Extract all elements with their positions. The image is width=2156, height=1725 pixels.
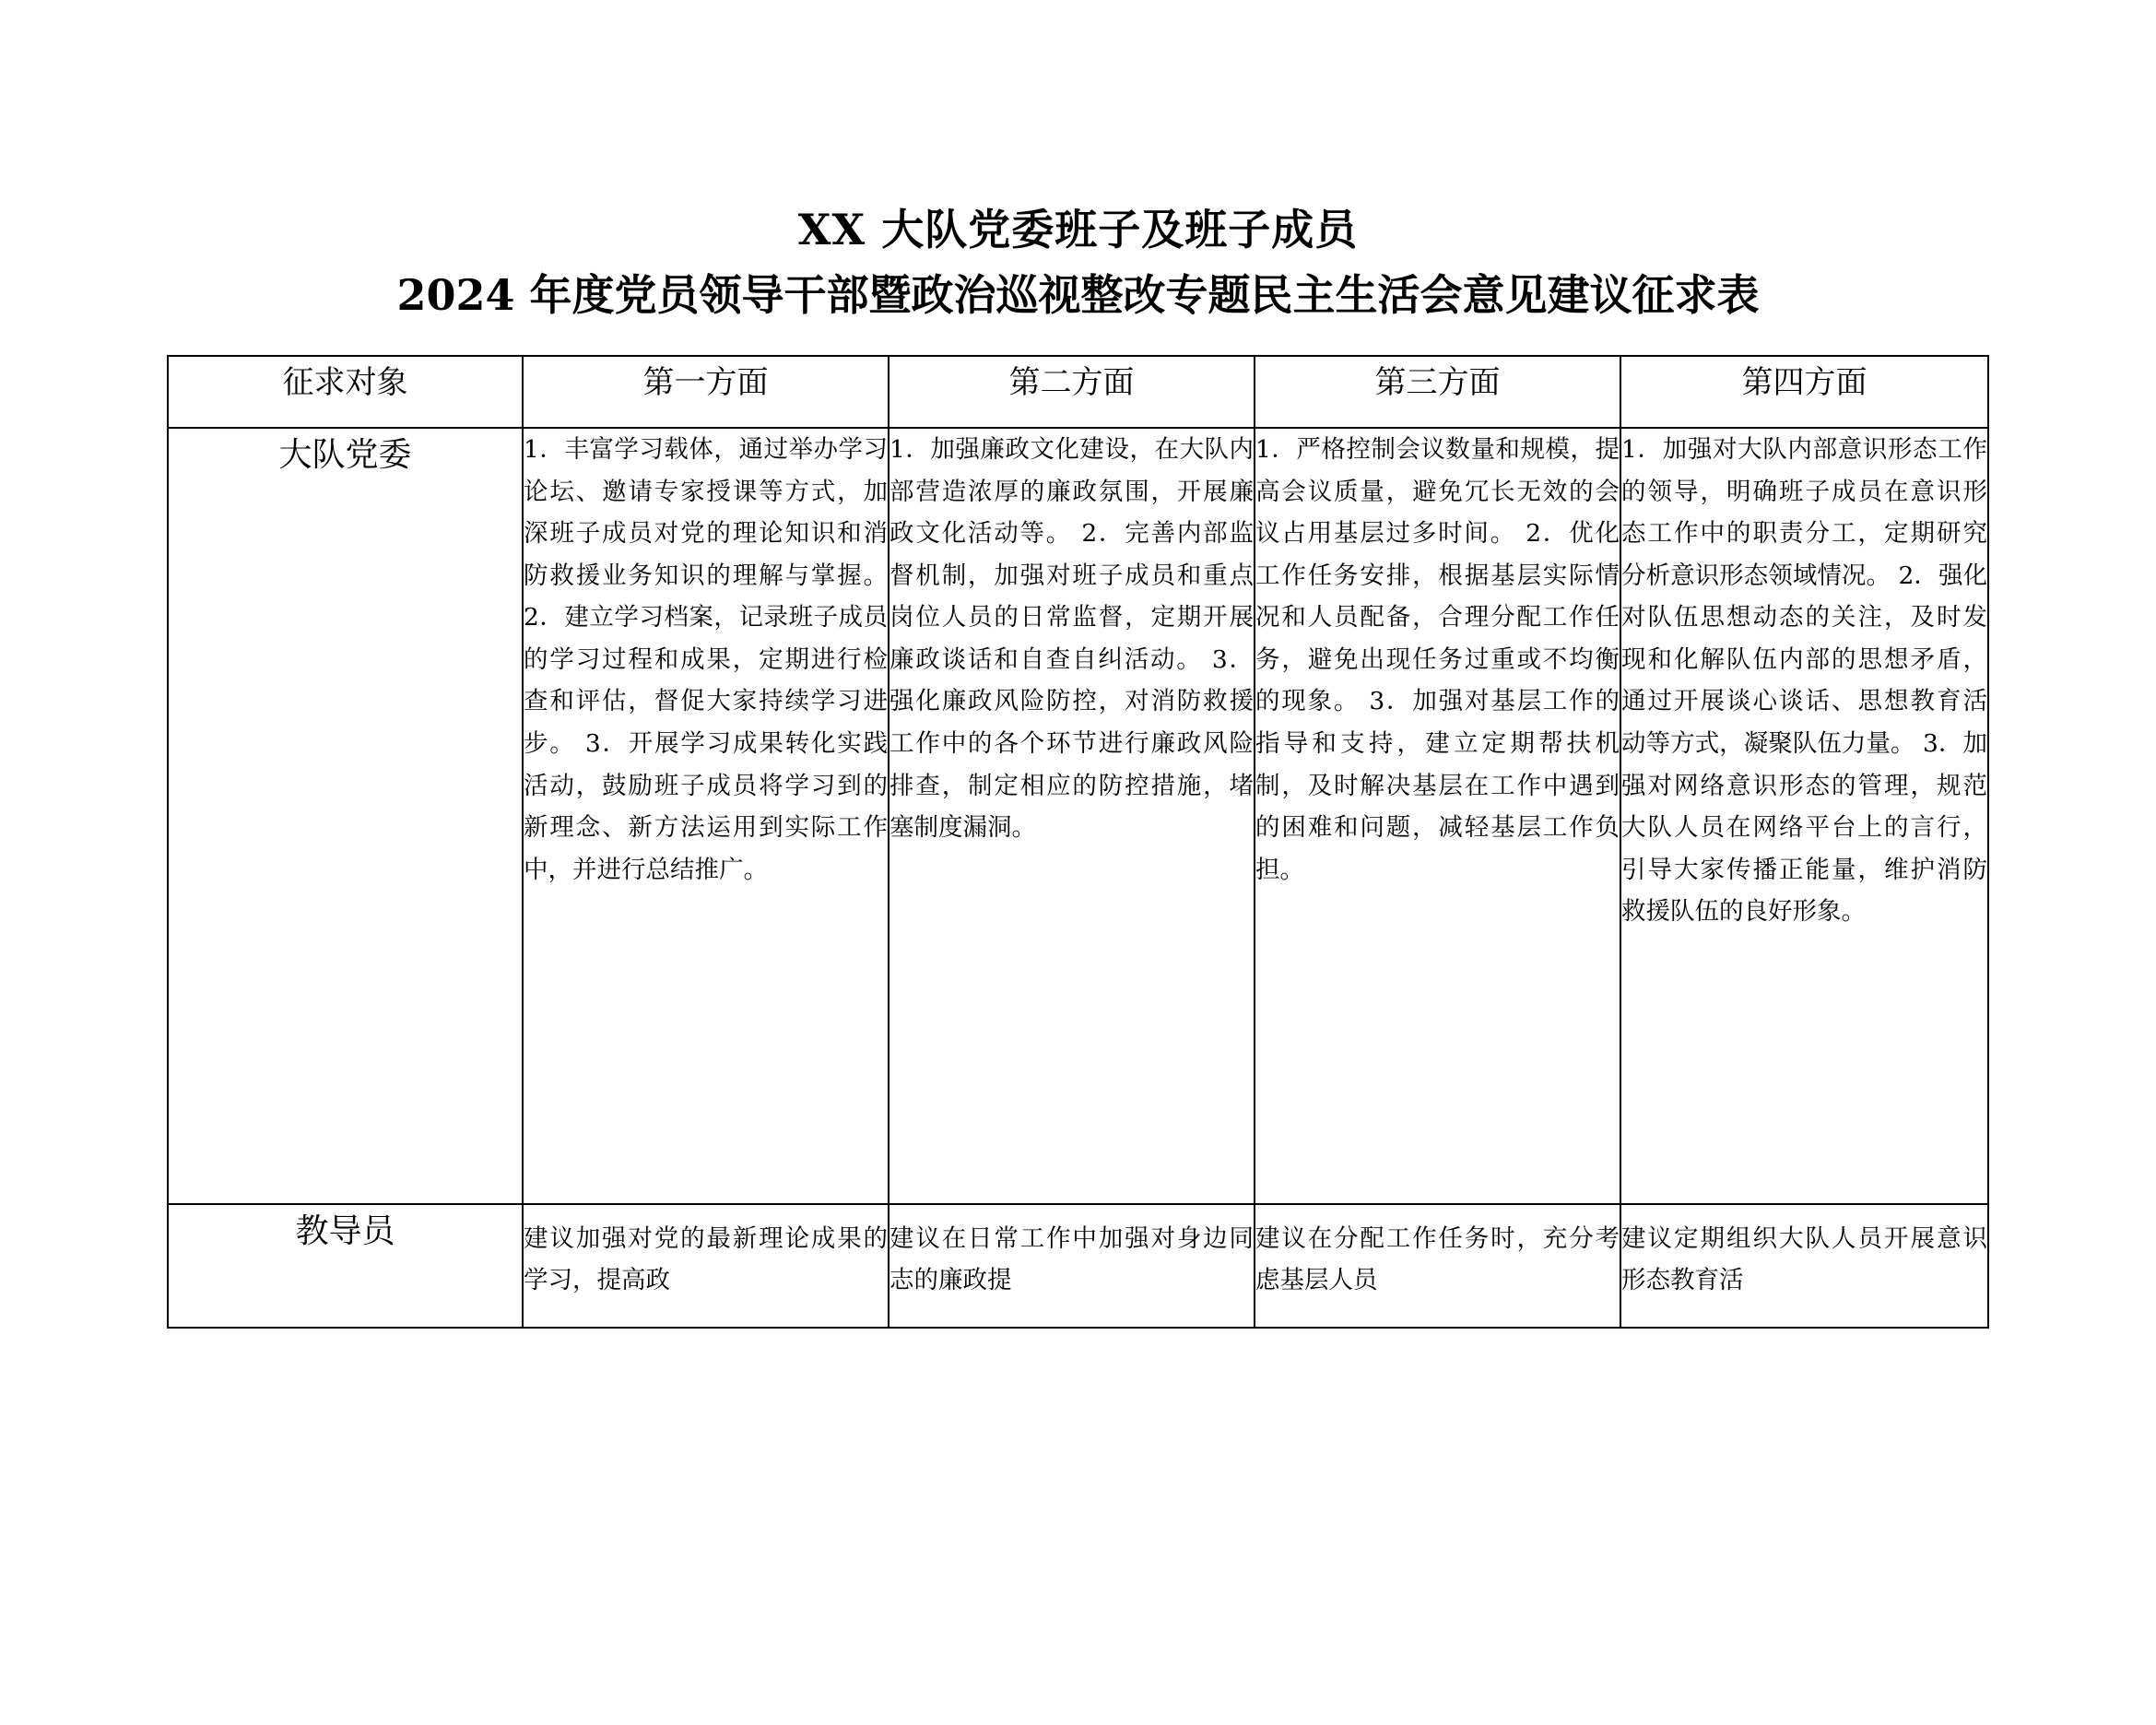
cell-instructor-aspect-1: 建议加强对党的最新理论成果的学习，提高政	[523, 1204, 889, 1328]
title-line-1: XX 大队党委班子及班子成员	[797, 205, 1359, 254]
table-row	[168, 428, 1988, 1204]
cell-party-committee-aspect-1: 1．丰富学习载体，通过举办学习论坛、邀请专家授课等方式，加深班子成员对党的理论知识和消防救援业务知识的理解与掌握。 2．建立学习档案，记录班子成员的学习过程和成果，定期进行检查和评估，督促大家持续学习进步。 3．开展学习成果转化实践活动，鼓励班子成员将学习到的新理念、新方法运用到实际工作中，并进行总结推广。	[523, 428, 889, 1204]
column-header-aspect-4: 第四方面	[1620, 356, 1988, 428]
title-line-2: 2024 年度党员领导干部暨政治巡视整改专题民主生活会意见建议征求表	[396, 270, 1760, 321]
opinion-collection-table	[167, 355, 1989, 1329]
document-page	[0, 201, 2156, 1725]
document-title	[0, 201, 2156, 325]
row-label-party-committee: 大队党委	[168, 428, 523, 1204]
table-header-row	[168, 356, 1988, 428]
cell-party-committee-aspect-3: 1．严格控制会议数量和规模，提高会议质量，避免冗长无效的会议占用基层过多时间。 2．优化工作任务安排，根据基层实际情况和人员配备，合理分配工作任务，避免出现任务过重或不均衡的现象。 3．加强对基层工作的指导和支持，建立定期帮扶机制，及时解决基层在工作中遇到的困难和问题，减轻基层工作负担。	[1255, 428, 1620, 1204]
cell-instructor-aspect-3: 建议在分配工作任务时，充分考虑基层人员	[1255, 1204, 1620, 1328]
cell-party-committee-aspect-2: 1．加强廉政文化建设，在大队内部营造浓厚的廉政氛围，开展廉政文化活动等。 2．完善内部监督机制，加强对班子成员和重点岗位人员的日常监督，定期开展廉政谈话和自查自纠活动。 3．强化廉政风险防控，对消防救援工作中的各个环节进行廉政风险排查，制定相应的防控措施，堵塞制度漏洞。	[889, 428, 1255, 1204]
table-row	[168, 1204, 1988, 1328]
row-label-instructor: 教导员	[168, 1204, 523, 1328]
column-header-aspect-1: 第一方面	[523, 356, 889, 428]
column-header-subject: 征求对象	[168, 356, 523, 428]
column-header-aspect-3: 第三方面	[1255, 356, 1620, 428]
column-header-aspect-2: 第二方面	[889, 356, 1255, 428]
cell-instructor-aspect-2: 建议在日常工作中加强对身边同志的廉政提	[889, 1204, 1255, 1328]
cell-party-committee-aspect-4: 1．加强对大队内部意识形态工作的领导，明确班子成员在意识形态工作中的职责分工，定期研究分析意识形态领域情况。 2．强化对队伍思想动态的关注，及时发现和化解队伍内部的思想矛盾，通过开展谈心谈话、思想教育活动等方式，凝聚队伍力量。 3．加强对网络意识形态的管理，规范大队人员在网络平台上的言行，引导大家传播正能量，维护消防救援队伍的良好形象。	[1620, 428, 1988, 1204]
cell-instructor-aspect-4: 建议定期组织大队人员开展意识形态教育活	[1620, 1204, 1988, 1328]
